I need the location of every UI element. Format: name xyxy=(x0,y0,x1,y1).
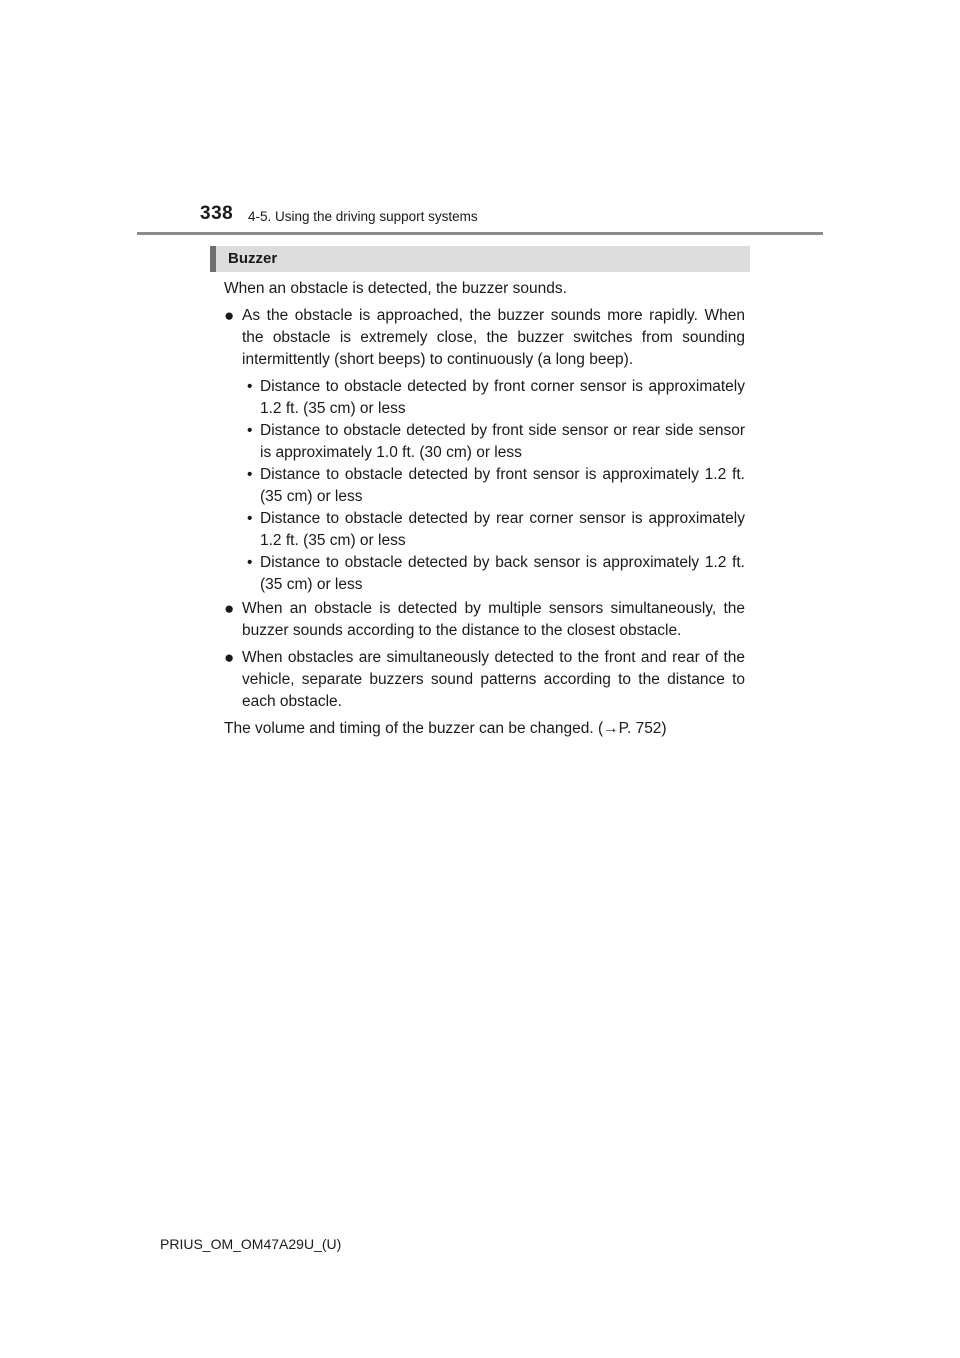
bullet-item xyxy=(224,647,745,713)
sub-item xyxy=(242,508,745,552)
page-number: 338 xyxy=(200,203,234,224)
sub-item xyxy=(242,420,745,464)
bullet-item xyxy=(224,598,745,642)
sub-item xyxy=(242,552,745,596)
sub-item-text: Distance to obstacle detected by front sensor is approximately 1.2 ft. (35 cm) or less xyxy=(260,466,745,505)
intro-paragraph: When an obstacle is detected, the buzzer sounds. xyxy=(224,280,567,297)
bullet-text: When obstacles are simultaneously detected to the front and rear of the vehicle, separate buzzers sound patterns according to the distance to each obstacle. xyxy=(242,649,745,710)
bullet-icon: ● xyxy=(224,648,235,667)
sub-bullet-icon: • xyxy=(247,378,253,395)
sub-item-text: Distance to obstacle detected by rear corner sensor is approximately 1.2 ft. (35 cm) or less xyxy=(260,510,745,549)
sub-item-text: Distance to obstacle detected by front corner sensor is approximately 1.2 ft. (35 cm) or less xyxy=(260,378,745,417)
bullet-text: As the obstacle is approached, the buzzer sounds more rapidly. When the obstacle is extremely close, the buzzer switches from sounding intermittently (short beeps) to continuously (a long beep). xyxy=(242,307,745,368)
section-title-bar xyxy=(210,246,750,272)
sub-item xyxy=(242,376,745,420)
sub-item xyxy=(242,464,745,508)
bullet-icon: ● xyxy=(224,306,235,325)
closing-paragraph: The volume and timing of the buzzer can be changed. (→P. 752) xyxy=(224,720,667,737)
sub-item-text: Distance to obstacle detected by back sensor is approximately 1.2 ft. (35 cm) or less xyxy=(260,554,745,593)
section-title: Buzzer xyxy=(228,250,278,267)
header-rule xyxy=(137,232,823,235)
sub-bullet-icon: • xyxy=(247,466,253,483)
bullet-text: When an obstacle is detected by multiple sensors simultaneously, the buzzer sounds according to the distance to the closest obstacle. xyxy=(242,600,745,639)
sub-bullet-icon: • xyxy=(247,554,253,571)
document-code: PRIUS_OM_OM47A29U_(U) xyxy=(160,1236,342,1252)
section-header: 4-5. Using the driving support systems xyxy=(248,209,478,224)
sub-list xyxy=(242,376,745,596)
sub-bullet-icon: • xyxy=(247,422,253,439)
bullet-item xyxy=(224,305,745,371)
sub-item-text: Distance to obstacle detected by front side sensor or rear side sensor is approximately 1.0 ft. (30 cm) or less xyxy=(260,422,745,461)
sub-bullet-icon: • xyxy=(247,510,253,527)
content-body xyxy=(224,278,745,745)
bullet-icon: ● xyxy=(224,599,235,618)
